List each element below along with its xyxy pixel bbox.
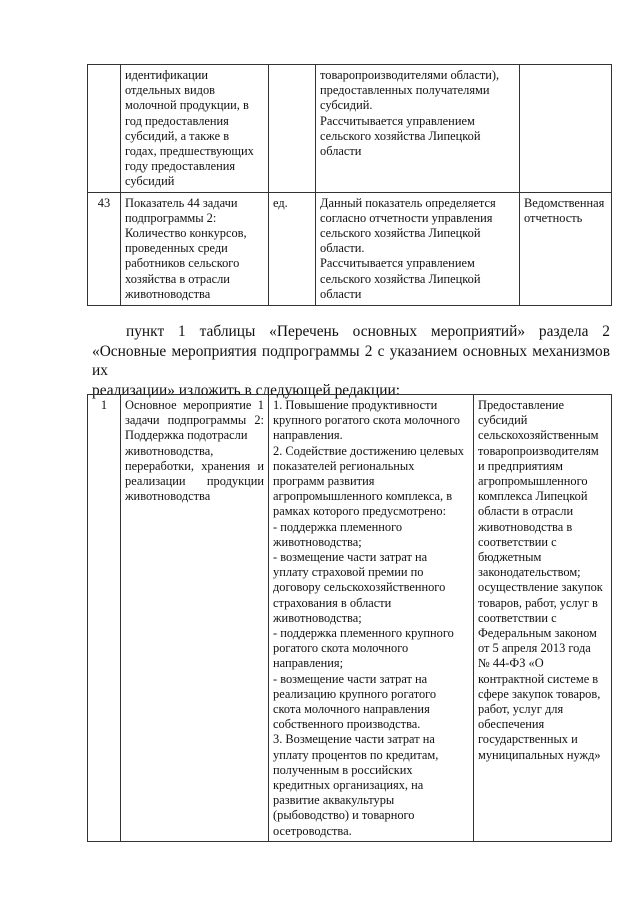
text-line: Рассчитывается управлением (320, 113, 475, 128)
text-line: животноводства; (273, 610, 362, 625)
text-line: товаров, работ, услуг в (478, 595, 598, 610)
text-line: Федеральным законом (478, 626, 597, 641)
text-line: области (320, 286, 362, 301)
text-line: 1. Повышение продуктивности (273, 398, 438, 412)
text-line: скота молочного направления (273, 702, 430, 717)
text-line: животноводства в (478, 519, 573, 534)
text-line: области в отрасли (478, 504, 574, 519)
text-line: переработки, хранения и (125, 458, 264, 473)
text-line: собственного производства. (273, 717, 421, 732)
text-line: направления. (273, 428, 343, 443)
text-line: уплату страховой премии по (273, 565, 424, 580)
text-line: Данный показатель определяется (320, 195, 496, 210)
text-line: от 5 апреля 2013 года (478, 641, 591, 656)
main-activities-table (87, 394, 612, 842)
data-source (520, 192, 612, 305)
unit-of-measure (269, 65, 316, 193)
text-line: направления; (273, 656, 344, 671)
text-line: Основное мероприятие 1 (125, 398, 264, 412)
text-line: 2. Содействие достижению целевых (273, 443, 464, 458)
text-line: области. (320, 241, 365, 256)
paragraph-line: реализации» изложить в следующей редакции: (92, 381, 401, 399)
text-line: муниципальных нужд» (478, 747, 601, 762)
text-line: развитие аквакультуры (273, 793, 395, 808)
text-line: программ развития (273, 474, 375, 489)
text-line: агропромышленного (478, 474, 588, 489)
text-line: (рыбоводство) и товарного (273, 808, 415, 823)
text-line: - возмещение части затрат на (273, 671, 428, 686)
text-line: осетроводства. (273, 823, 352, 838)
text-line: крупного рогатого скота молочного (273, 413, 460, 428)
text-line: субсидий. (320, 98, 373, 113)
implementation-mechanism (474, 395, 612, 842)
text-line: субсидий (478, 413, 528, 428)
calculation-method (316, 65, 520, 193)
text-line: кредитных организациях, на (273, 778, 424, 793)
text-line: государственных и (478, 732, 578, 747)
text-line: осуществление закупок (478, 580, 603, 595)
row-number: 1 (88, 395, 121, 842)
text-line: товаропроизводителями области), (320, 68, 500, 82)
indicator-name (121, 65, 269, 193)
text-line: - поддержка племенного крупного (273, 626, 454, 641)
text-line: работников сельского (125, 256, 240, 271)
text-line: согласно отчетности управления (320, 210, 493, 225)
unit-of-measure: ед. (269, 192, 316, 305)
text-line: Количество конкурсов, (125, 226, 247, 241)
text-line: - возмещение части затрат на (273, 550, 428, 565)
calculation-method (316, 192, 520, 305)
activity-content (269, 395, 474, 842)
text-line: проведенных среди (125, 241, 228, 256)
text-line: Поддержка подотрасли (125, 428, 248, 443)
text-line: комплекса Липецкой (478, 489, 588, 504)
text-line: субсидий, а также в (125, 128, 230, 143)
indicators-table-fragment (87, 64, 612, 306)
text-line: 3. Возмещение части затрат на (273, 732, 435, 747)
text-line: обеспечения (478, 717, 545, 732)
table-row (88, 395, 612, 842)
text-line: соответствии с (478, 610, 557, 625)
text-line: договору сельскохозяйственного (273, 580, 446, 595)
text-line: работ, услуг для (478, 702, 564, 717)
text-line: уплату процентов по кредитам, (273, 747, 439, 762)
text-line: молочной продукции, в (125, 98, 249, 113)
text-line: сельского хозяйства Липецкой (320, 226, 481, 241)
table-row (88, 65, 612, 193)
text-line: реализацию крупного рогатого (273, 686, 437, 701)
paragraph-line: пункт 1 таблицы «Перечень основных мероприятий» раздела 2 (126, 323, 610, 340)
text-line: - поддержка племенного (273, 519, 403, 534)
text-line: животноводства (125, 489, 211, 504)
text-line: хозяйства в отрасли (125, 271, 230, 286)
text-line: показателей региональных (273, 458, 415, 473)
text-line: области (320, 144, 362, 159)
text-line: № 44-ФЗ «О (478, 656, 544, 671)
text-line: Показатель 44 задачи (125, 195, 238, 210)
text-line: животноводства; (273, 534, 362, 549)
text-line: страхования в области (273, 595, 392, 610)
text-line: Предоставление (478, 398, 564, 412)
text-line: сельского хозяйства Липецкой (320, 271, 481, 286)
row-number (88, 65, 121, 193)
text-line: Рассчитывается управлением (320, 256, 475, 271)
text-line: задачи подпрограммы 2: (125, 413, 264, 428)
row-number: 43 (88, 192, 121, 305)
text-line: агропромышленного комплекса, в (273, 489, 453, 504)
text-line: животноводства (125, 286, 211, 301)
text-line: и предприятиям (478, 458, 563, 473)
text-line: идентификации (125, 68, 208, 82)
text-line: годах, предшествующих (125, 144, 254, 159)
text-line: субсидий (125, 174, 175, 189)
text-line: контрактной системе в (478, 671, 599, 686)
text-line: рогатого скота молочного (273, 641, 409, 656)
text-line: год предоставления (125, 113, 229, 128)
text-line: году предоставления (125, 159, 236, 174)
text-line: подпрограммы 2: (125, 210, 217, 225)
text-line: животноводства, (125, 443, 214, 458)
text-line: бюджетным (478, 550, 542, 565)
text-line: реализации продукции (125, 474, 264, 489)
text-line: отдельных видов (125, 83, 216, 98)
text-line: законодательством; (478, 565, 581, 580)
paragraph-line: «Основные мероприятия подпрограммы 2 с указанием основных механизмов их (92, 342, 610, 380)
text-line: соответствии с (478, 534, 557, 549)
text-line: рамках которого предусмотрено: (273, 504, 447, 519)
text-line: сельского хозяйства Липецкой (320, 128, 481, 143)
text-line: сфере закупок товаров, (478, 686, 601, 701)
text-line: предоставленных получателями (320, 83, 490, 98)
text-line: товаропроизводителям (478, 443, 599, 458)
text-line: Ведомственная (524, 195, 605, 210)
text-line: полученным в российских (273, 762, 413, 777)
table-row (88, 192, 612, 305)
indicator-name (121, 192, 269, 305)
amendment-paragraph (92, 322, 610, 400)
data-source (520, 65, 612, 193)
activity-name (121, 395, 269, 842)
text-line: отчетность (524, 210, 583, 225)
text-line: сельскохозяйственным (478, 428, 599, 443)
